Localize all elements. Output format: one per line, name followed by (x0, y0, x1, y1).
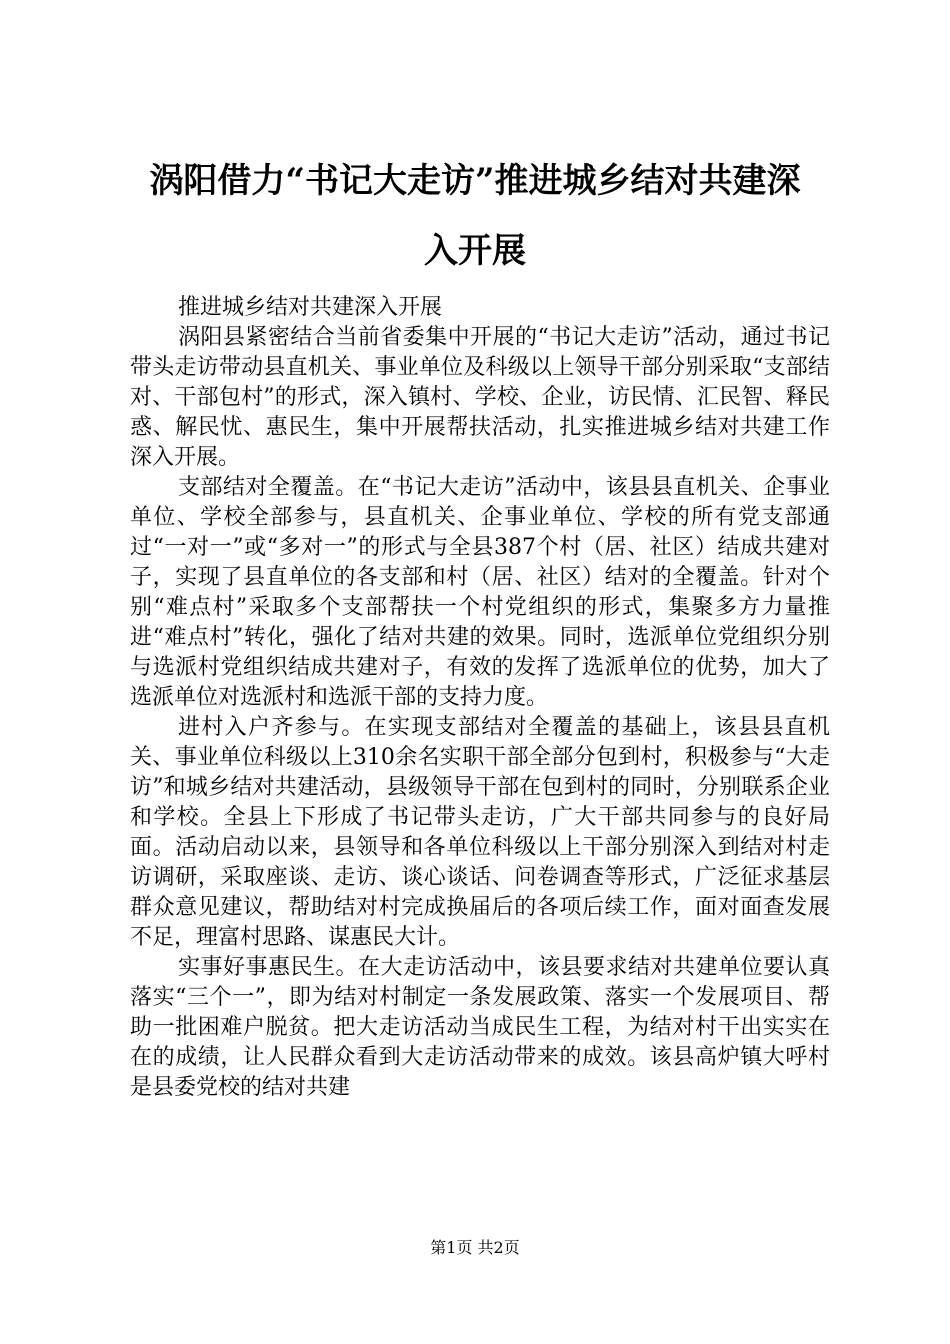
village-visit-paragraph: 进村入户齐参与。在实现支部结对全覆盖的基础上，该县县直机关、事业单位科级以上310余名实职干部全部分包到村，积极参与“大走访”和城乡结对共建活动，县级领导干部在包到村的同时，分别联系企业和学校。全县上下形成了书记带头走访，广大干部共同参与的良好局面。活动启动以来，县领导和各单位科级以上干部分别深入到结对村走访调研，采取座谈、走访、谈心谈话、问卷调查等形式，广泛征求基层群众意见建议，帮助结对村完成换届后的各项后续工作，面对面查发展不足，理富村思路、谋惠民大计。 (130, 715, 830, 950)
document-body (130, 293, 830, 1103)
subtitle-paragraph: 推进城乡结对共建深入开展 (178, 295, 443, 320)
branch-pairing-paragraph: 支部结对全覆盖。在“书记大走访”活动中，该县县直机关、企事业单位、学校全部参与，县直机关、企事业单位、学校的所有党支部通过“一对一”或“多对一”的形式与全县387个村（居、社区）结成共建对子，实现了县直单位的各支部和村（居、社区）结对的全覆盖。针对个别“难点村”采取多个支部帮扶一个村党组织的形式，集聚多方力量推进“难点村”转化，强化了结对共建的效果。同时，选派单位党组织分别与选派村党组织结成共建对子，有效的发挥了选派单位的优势，加大了选派单位对选派村和选派干部的支持力度。 (130, 475, 830, 710)
document-title-line-2: 入开展 (424, 231, 526, 271)
document-title-line-1: 涡阳借力“书记大走访”推进城乡结对共建深 (149, 161, 801, 201)
page-number-footer: 第1页 共2页 (430, 1238, 520, 1257)
intro-paragraph: 涡阳县紧密结合当前省委集中开展的“书记大走访”活动，通过书记带头走访带动县直机关、事业单位及科级以上领导干部分别采取“支部结对、干部包村”的形式，深入镇村、学校、企业，访民情、汇民智、释民惑、解民忧、惠民生，集中开展帮扶活动，扎实推进城乡结对共建工作深入开展。 (130, 325, 830, 470)
practical-deeds-paragraph: 实事好事惠民生。在大走访活动中，该县要求结对共建单位要认真落实“三个一”，即为结对村制定一条发展政策、落实一个发展项目、帮助一批困难户脱贫。把大走访活动当成民生工程，为结对村干出实实在在的成绩，让人民群众看到大走访活动带来的成效。该县高炉镇大呼村是县委党校的结对共建 (130, 955, 830, 1100)
